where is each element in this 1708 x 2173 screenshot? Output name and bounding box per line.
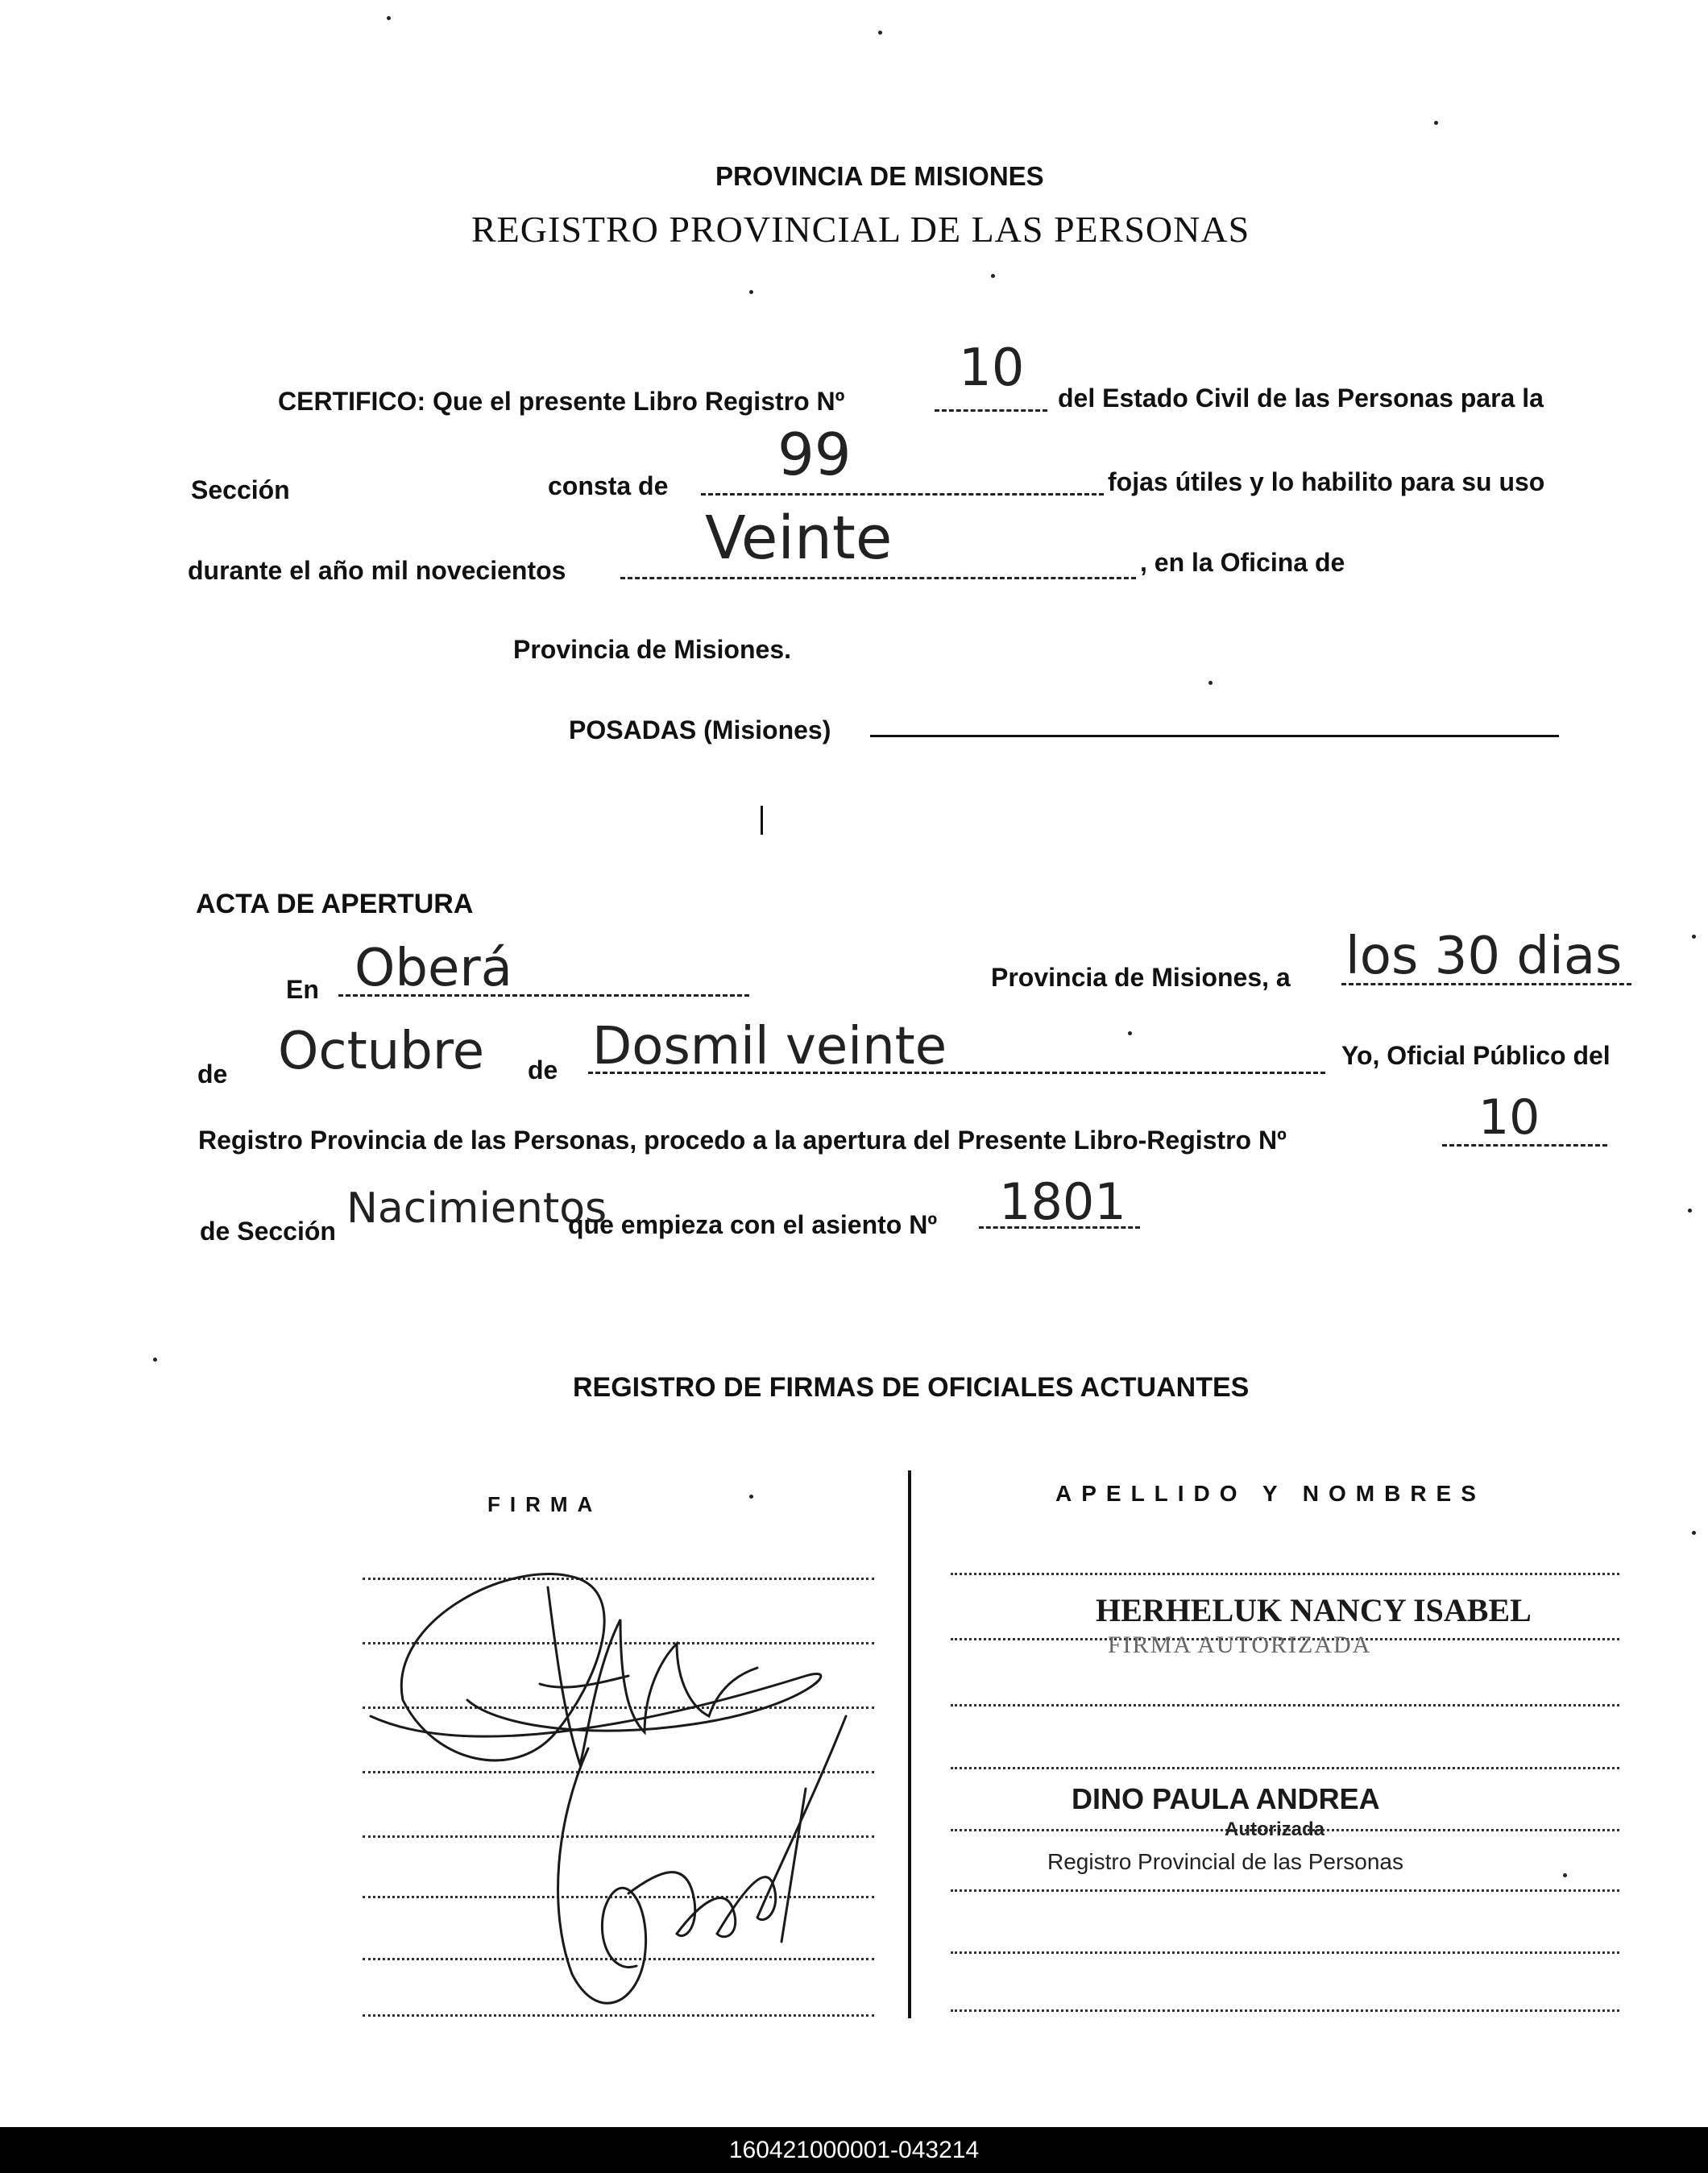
posadas-line xyxy=(870,735,1559,737)
dias-handwritten: los 30 dias xyxy=(1345,927,1623,986)
oficial-label: Yo, Oficial Público del xyxy=(1341,1041,1611,1070)
de-label-2: de xyxy=(528,1055,558,1084)
anio-underline xyxy=(620,577,1136,579)
firmas-title: REGISTRO DE FIRMAS DE OFICIALES ACTUANTES xyxy=(573,1372,1250,1403)
certifico-line2-post: fojas útiles y lo habilito para su uso xyxy=(1108,467,1545,496)
consta-label: consta de xyxy=(548,471,669,500)
anio-handwritten: Veinte xyxy=(705,504,893,573)
scan-speck xyxy=(1208,681,1213,685)
scan-speck xyxy=(153,1358,157,1362)
stamp1-sub: FIRMA AUTORIZADA xyxy=(1108,1632,1372,1658)
certifico-line1-post: del Estado Civil de las Personas para la xyxy=(1058,384,1544,413)
asiento-label: que empieza con el asiento Nº xyxy=(568,1210,938,1239)
scan-speck xyxy=(878,31,882,35)
acta-line3: Registro Provincia de las Personas, procedo a la apertura del Presente Libro-Registro Nº xyxy=(198,1126,1287,1155)
signature-2 xyxy=(524,1700,878,2038)
de-label-1: de xyxy=(197,1060,228,1089)
nombre-line xyxy=(951,1704,1619,1706)
en-label: En xyxy=(286,975,319,1004)
asiento-handwritten: 1801 xyxy=(999,1172,1126,1231)
nombre-line xyxy=(951,1573,1619,1575)
scan-speck xyxy=(1688,1209,1692,1213)
scan-speck xyxy=(1128,1031,1132,1035)
scan-speck xyxy=(1563,1873,1567,1877)
scan-speck xyxy=(1692,1531,1696,1535)
seccion-handwritten: Nacimientos xyxy=(346,1184,607,1233)
province-heading: PROVINCIA DE MISIONES xyxy=(715,161,1044,191)
stamp2-sub: Autorizada xyxy=(1225,1818,1325,1840)
libro-no-handwritten: 10 xyxy=(959,338,1025,398)
col-firma-header: FIRMA xyxy=(487,1492,603,1516)
registry-heading: REGISTRO PROVINCIAL DE LAS PERSONAS xyxy=(471,209,1250,250)
certifico-line1-pre: CERTIFICO: Que el presente Libro Registro Nº xyxy=(278,387,845,416)
fojas-underline xyxy=(701,493,1104,496)
scan-speck xyxy=(749,1495,753,1499)
anio-acta-handwritten: Dosmil veinte xyxy=(592,1017,947,1076)
column-divider xyxy=(908,1470,911,2018)
document-footer-code: 160421000001-043214 xyxy=(0,2127,1708,2173)
provincia-label: Provincia de Misiones, a xyxy=(991,963,1291,992)
acta-title: ACTA DE APERTURA xyxy=(196,889,474,919)
fojas-handwritten: 99 xyxy=(777,421,852,488)
col-nombres-header: APELLIDO Y NOMBRES xyxy=(1055,1481,1486,1506)
seccion-acta-label: de Sección xyxy=(200,1217,336,1246)
mes-handwritten: Octubre xyxy=(278,1022,485,1081)
seccion-label: Sección xyxy=(191,475,290,504)
nombre-line xyxy=(951,2009,1619,2012)
certifico-line3-pre: durante el año mil novecientos xyxy=(188,556,566,585)
nombre-line xyxy=(951,1889,1619,1892)
stamp2-org: Registro Provincial de las Personas xyxy=(1047,1849,1403,1874)
lugar-handwritten: Oberá xyxy=(354,939,512,998)
certifico-line3-post: , en la Oficina de xyxy=(1140,548,1345,577)
libro-acta-handwritten: 10 xyxy=(1478,1089,1540,1146)
stamp2-name: DINO PAULA ANDREA xyxy=(1072,1782,1380,1815)
certifico-line4: Provincia de Misiones. xyxy=(513,635,791,664)
scan-speck xyxy=(387,16,391,20)
scan-speck xyxy=(749,290,753,294)
nombre-line xyxy=(951,1951,1619,1954)
center-mark xyxy=(761,806,763,835)
libro-no-underline xyxy=(935,409,1047,412)
stamp1-name: HERHELUK NANCY ISABEL xyxy=(1096,1592,1532,1628)
scan-speck xyxy=(1692,935,1696,939)
scan-speck xyxy=(991,274,995,278)
posadas-label: POSADAS (Misiones) xyxy=(569,715,831,744)
scan-speck xyxy=(1434,121,1438,125)
nombre-line xyxy=(951,1767,1619,1769)
